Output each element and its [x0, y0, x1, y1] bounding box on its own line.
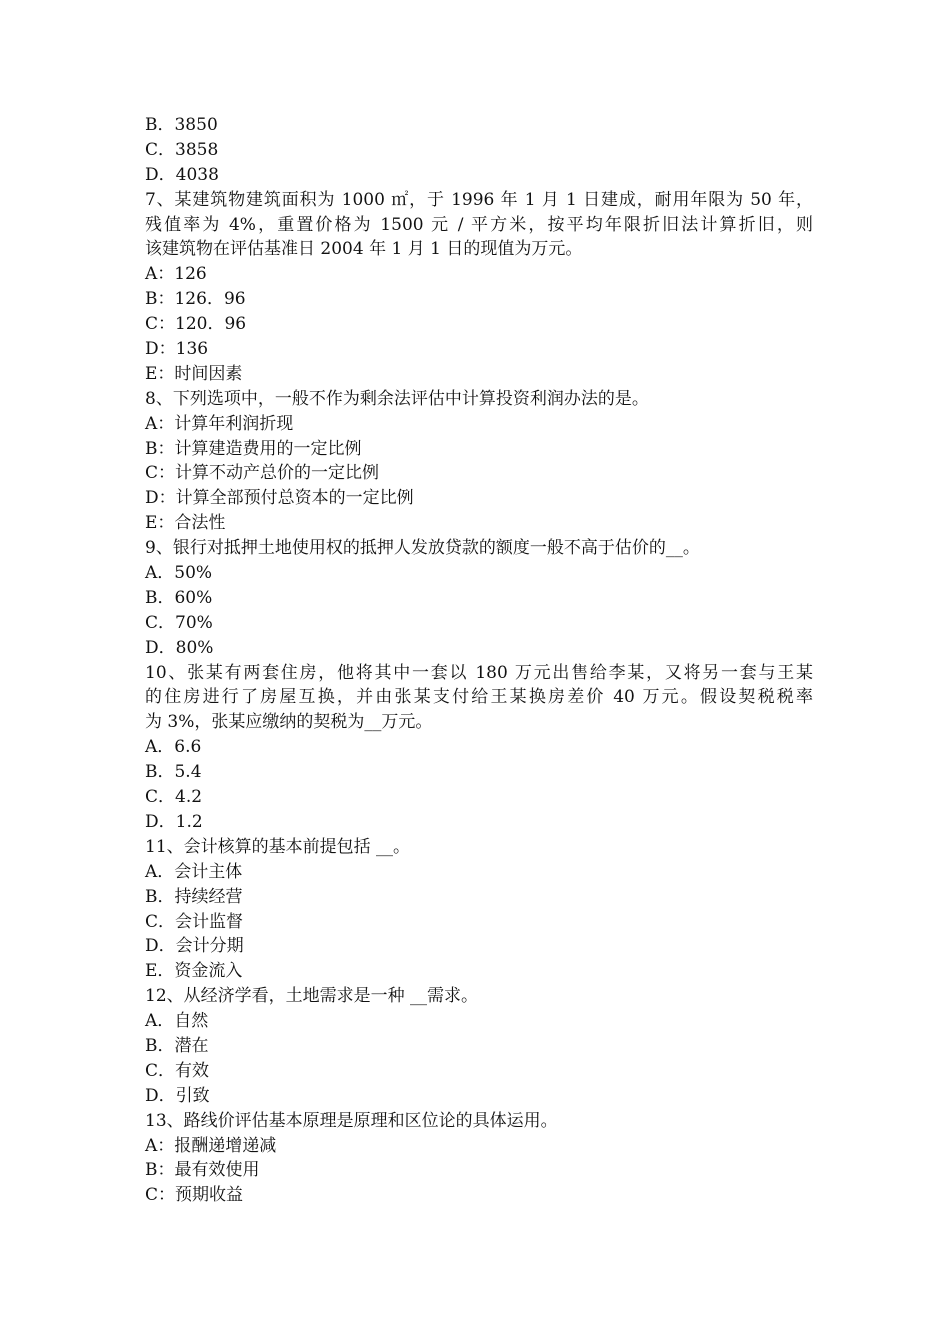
answer-option: B：最有效使用: [145, 1160, 260, 1181]
answer-option: B．潜在: [145, 1035, 209, 1056]
question-stem: [145, 661, 813, 736]
answer-option: C：120．96: [145, 314, 247, 335]
answer-option: B．持续经营: [145, 886, 243, 907]
question-line: 该建筑物在评估基准日 2004 年 1 月 1 日的现值为万元。: [145, 239, 583, 260]
answer-option: B：计算建造费用的一定比例: [145, 438, 362, 459]
answer-option: C．会计监督: [145, 911, 244, 932]
answer-option: C．70%: [145, 612, 213, 633]
answer-option: B．3850: [145, 115, 218, 135]
answer-option: B．60%: [145, 587, 213, 608]
question-line: 13、路线价评估基本原理是原理和区位论的具体运用。: [145, 1110, 558, 1131]
question-line: 9、银行对抵押土地使用权的抵押人发放贷款的额度一般不高于估价的__。: [145, 538, 700, 559]
question-line: 的住房进行了房屋互换，并由张某支付给王某换房差价 40 万元。假设契税税率: [145, 687, 813, 708]
answer-option: E：合法性: [145, 513, 226, 534]
answer-option: E．资金流入: [145, 961, 243, 982]
question-stem: [145, 835, 813, 860]
document-page: [145, 113, 813, 1208]
answer-option: A．6.6: [145, 737, 202, 758]
answer-option: D．会计分期: [145, 936, 244, 957]
answer-option: B：126．96: [145, 289, 246, 310]
question-stem: [145, 1109, 813, 1134]
question-stem: [145, 387, 813, 412]
answer-option: C．有效: [145, 1060, 210, 1081]
question-line: 残值率为 4%，重置价格为 1500 元 / 平方米，按平均年限折旧法计算折旧，则: [145, 214, 813, 235]
answer-option: D．引致: [145, 1085, 210, 1106]
answer-option: C：计算不动产总价的一定比例: [145, 463, 380, 484]
answer-option: B．5.4: [145, 762, 202, 783]
answer-option: D：计算全部预付总资本的一定比例: [145, 488, 414, 509]
answer-option: E：时间因素: [145, 363, 243, 384]
question-line: 7、某建筑物建筑面积为 1000 ㎡，于 1996 年 1 月 1 日建成，耐用年限为 50 年，: [145, 189, 813, 210]
answer-option: D．4038: [145, 164, 219, 185]
answer-option: C：预期收益: [145, 1185, 244, 1206]
answer-option: C．3858: [145, 139, 219, 160]
question-stem: [145, 536, 813, 561]
answer-option: C．4.2: [145, 787, 203, 808]
answer-option: A．自然: [145, 1011, 209, 1032]
question-line: 8、下列选项中，一般不作为剩余法评估中计算投资利润办法的是。: [145, 388, 649, 409]
answer-option: D．80%: [145, 637, 214, 658]
question-line: 12、从经济学看，土地需求是一种 __需求。: [145, 986, 479, 1007]
question-line: 为 3%，张某应缴纳的契税为__万元。: [145, 712, 433, 733]
question-line: 10、张某有两套住房，他将其中一套以 180 万元出售给李某，又将另一套与王某: [145, 662, 813, 683]
answer-option: A：计算年利润折现: [145, 413, 294, 434]
question-stem: [145, 984, 813, 1009]
answer-option: D．1.2: [145, 811, 203, 832]
answer-option: A：126: [145, 264, 207, 285]
answer-option: A．50%: [145, 563, 213, 584]
answer-option: A．会计主体: [145, 861, 243, 882]
question-stem: [145, 188, 813, 263]
question-list: [145, 113, 813, 1208]
answer-option: D：136: [145, 339, 209, 360]
question-line: 11、会计核算的基本前提包括 __。: [145, 836, 411, 857]
answer-option: A：报酬递增递减: [145, 1135, 277, 1156]
